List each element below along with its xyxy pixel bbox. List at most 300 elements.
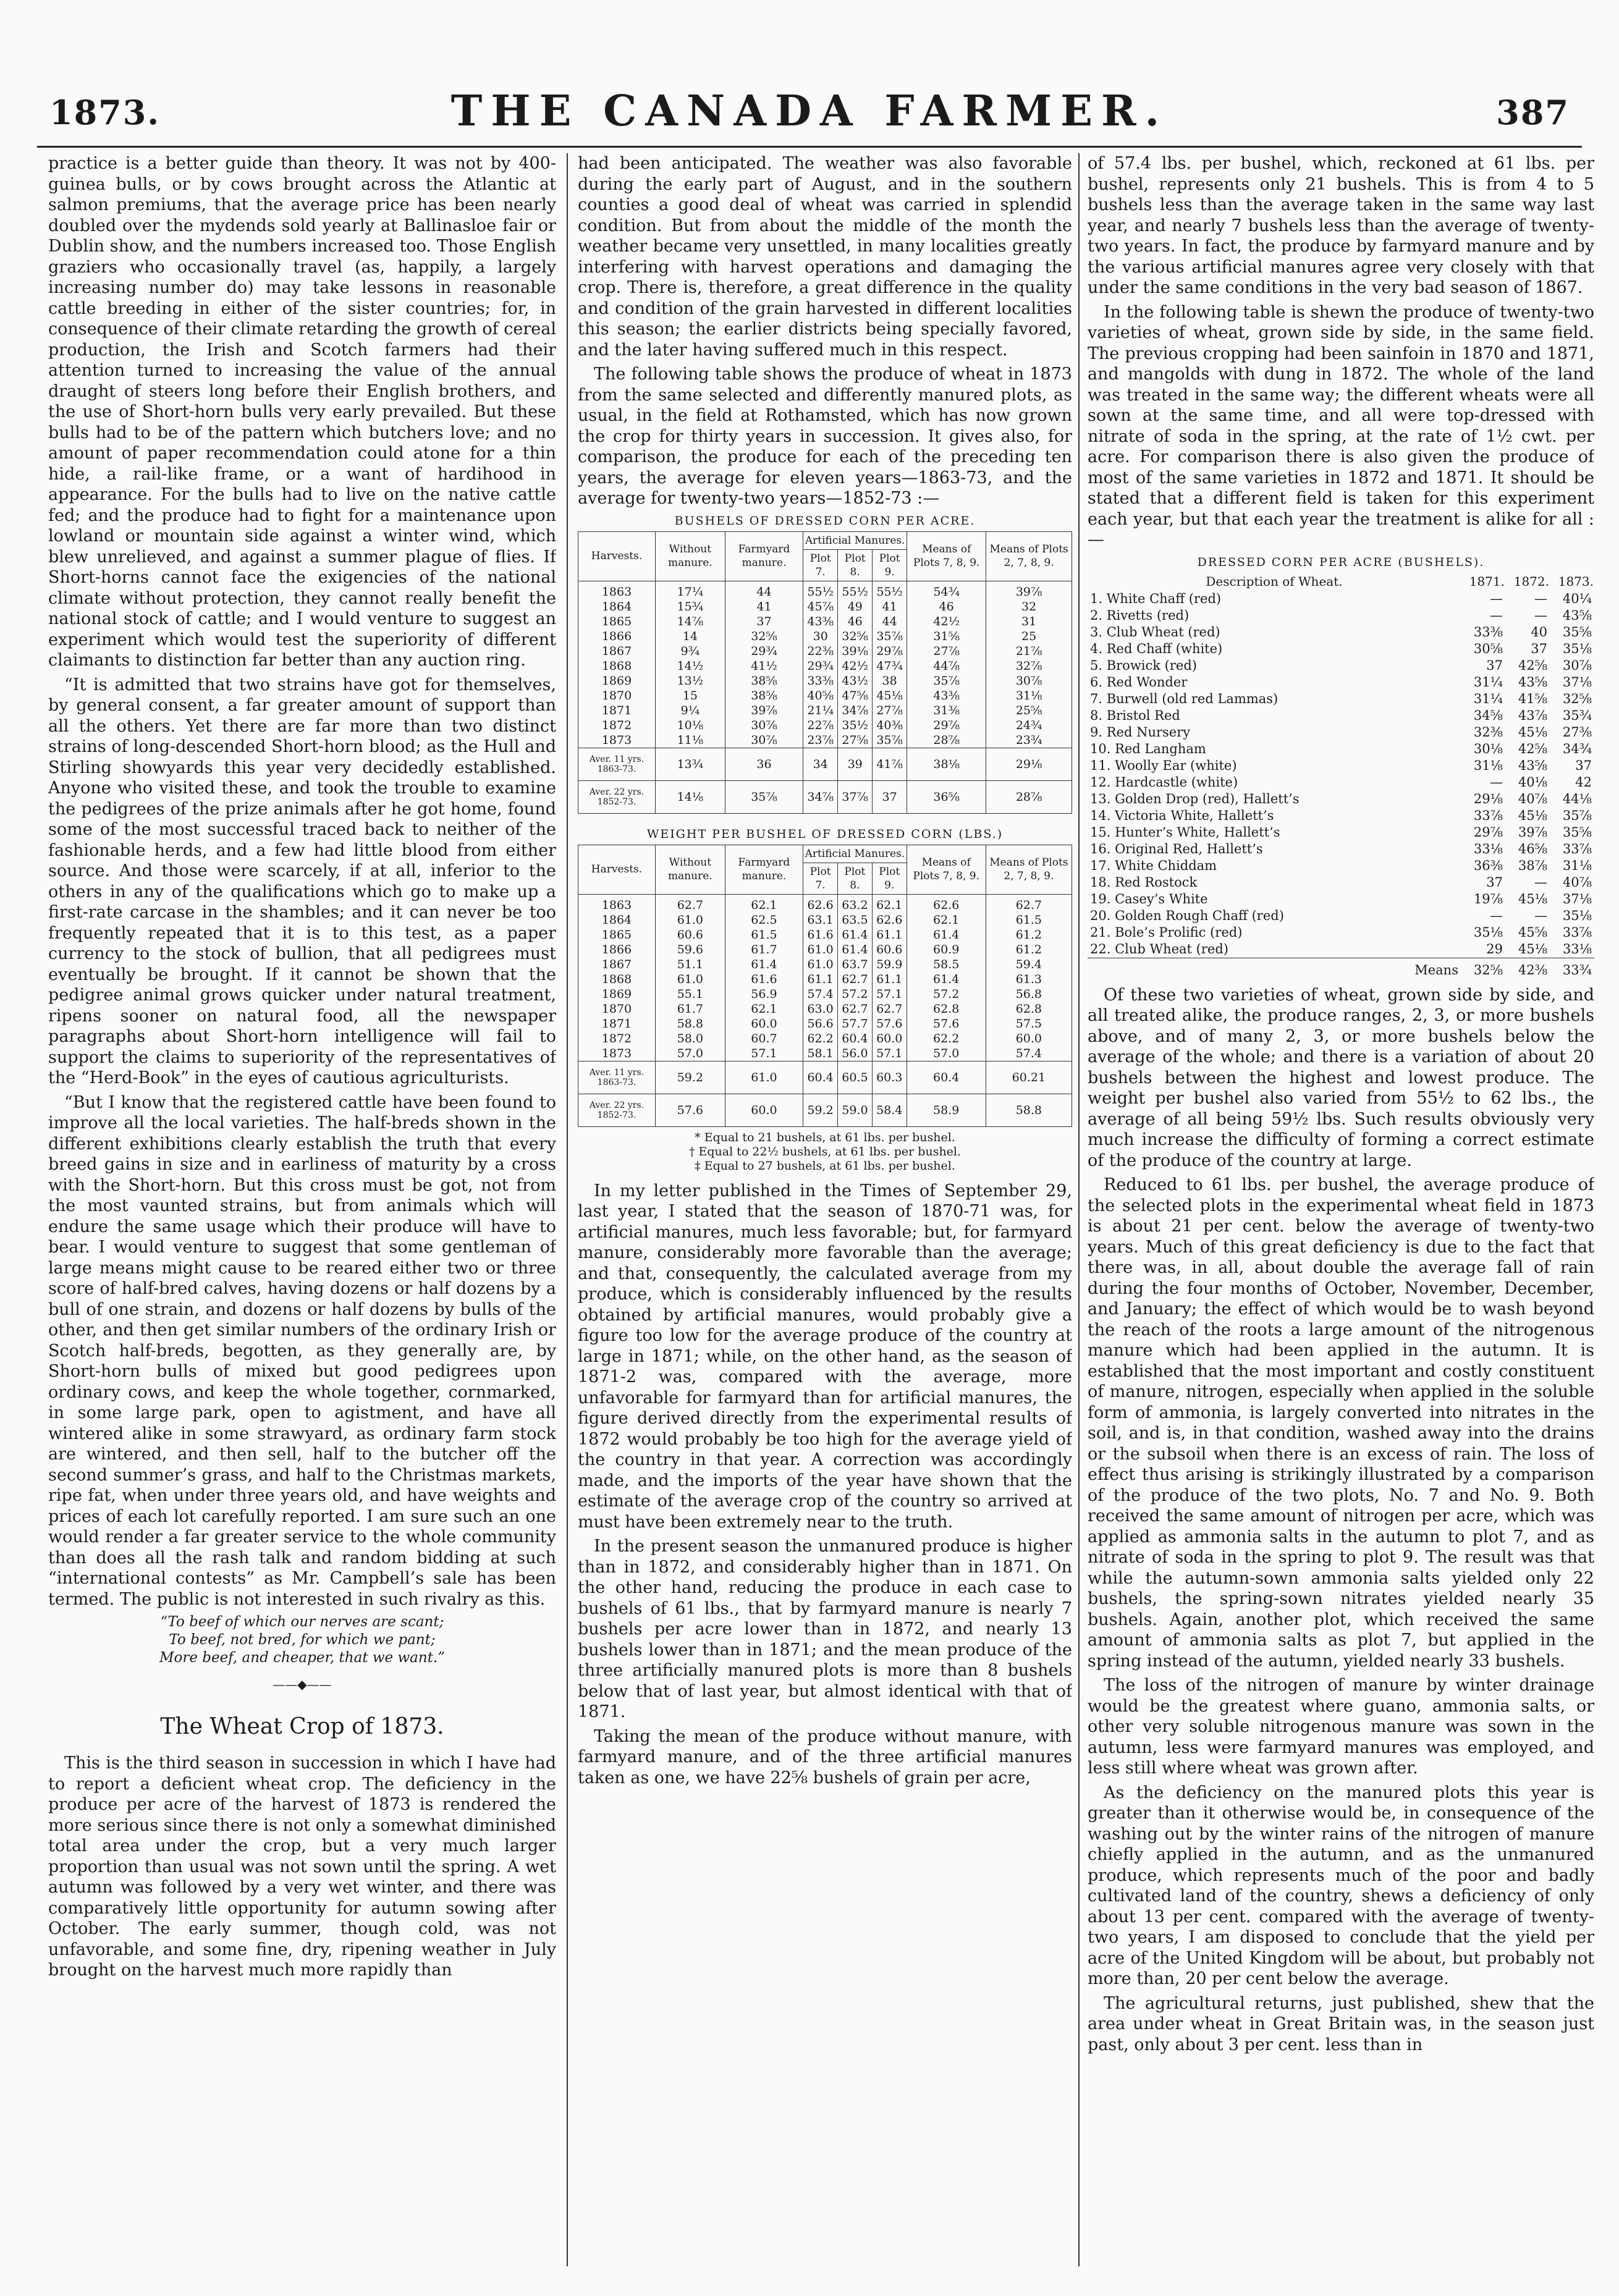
- table-cell: 29¾: [725, 644, 803, 659]
- table-cell: 36: [725, 748, 803, 780]
- table-cell: 22⅜: [803, 644, 838, 659]
- table-cell: 44: [873, 614, 907, 629]
- variety-name: 16. Original Red, Hallett’s: [1090, 841, 1263, 856]
- table-cell: 39⅞: [986, 581, 1072, 599]
- row-label: Aver. 22 yrs. 1852-73.: [578, 1094, 656, 1126]
- variety-row: [1088, 641, 1594, 657]
- table-caption: WEIGHT PER BUSHEL OF DRESSED CORN (LBS.): [646, 827, 1004, 841]
- row-year: 1873: [578, 1046, 656, 1061]
- table-cell: —: [1490, 908, 1503, 923]
- table-cell: 42: [1575, 774, 1592, 790]
- row-year: 1866: [578, 942, 656, 957]
- table-cell: 40¼: [1562, 591, 1592, 606]
- table-cell: 61.4: [725, 957, 803, 972]
- table-cell: 58.8: [986, 1094, 1072, 1126]
- col-head: 1873.: [1558, 573, 1594, 589]
- table-cell: 57.0: [907, 1046, 986, 1061]
- table-cell: 43⅜: [907, 688, 986, 703]
- table-cell: 60.0: [986, 1031, 1072, 1046]
- table-cell: 35⅝: [1562, 824, 1592, 840]
- table-cell: 40⅝: [803, 688, 838, 703]
- paragraph: In the following table is shewn the produce of twenty-two varieties of wheat, grown side by side, in the same field. The previous cropping had been sainfoin in 1870 and 1871, and mangolds with dung in 1872. The whole of the land was treated in the same way; the different wheats were all sown at the same time, and all were top-dressed with nitrate of soda in the spring, at the rate of 1½ cwt. per acre. For comparison there is also given the produce of most of the same varieties in 1872 and 1871. It should be stated that a different field is taken for this experiment each year, but that each year the treatment is alike for all :—: [1088, 302, 1594, 549]
- table-cell: 43⅜: [803, 614, 838, 629]
- table-cell: 59.9: [872, 957, 907, 972]
- row-year: 1871: [578, 1016, 656, 1031]
- table-cell: 29⅞: [1473, 824, 1503, 840]
- table-row: [578, 644, 1072, 659]
- col-head: Plot 7.: [803, 863, 838, 894]
- col-head: Plot 8.: [838, 549, 873, 581]
- table-cell: 63.5: [837, 913, 872, 927]
- paragraph: “It is admitted that two strains have got for themselves, by general consent, a far greater amount of support than all the others. Yet there are far more than two distinct strains of long-descended Short-horn blood; as the Hull and Stirling showyards this year very decidedly established. Anyone who visited these, and took the trouble to examine the pedigrees of the prize animals after he got home, found some of the most successful traced back to neither of the fashionable herds, and a few had little blood from either source. And those were scarcely, if at all, inferior to the others in any of the qualifications which go to make up a first-rate carcase in the shambles; and it can never be too frequently repeated that it is to this test, as a paper currency to the stock of bullion, that all pedigrees must eventually be brought. If it cannot be shown that the pedigree animal grows quicker under natural treatment, ripens sooner on natural food, all the newspaper paragraphs about Short-horn intelligence will fail to support the claims to superiority of the representatives of the “Herd-Book” in the eyes of cautious agriculturists.: [48, 675, 556, 1087]
- variety-name: 18. Red Rostock: [1090, 874, 1198, 890]
- col-head: Plot 9.: [873, 549, 907, 581]
- col-head: Artificial Manures.: [803, 531, 907, 549]
- table-cell: 60.4: [803, 1061, 838, 1094]
- table-row: [578, 688, 1072, 703]
- col-head: Harvests.: [578, 845, 656, 894]
- variety-name: 11. Woolly Ear (white): [1090, 758, 1237, 773]
- table-cell: 32⅝: [725, 629, 803, 644]
- table-cell: 60.3: [872, 1061, 907, 1094]
- table-cell: 56.6: [803, 1016, 838, 1031]
- row-year: 1872: [578, 1031, 656, 1046]
- average-row: [578, 1061, 1072, 1094]
- verse-line: “To beef of which our nerves are scant;: [160, 1614, 444, 1630]
- table-cell: 63.7: [837, 957, 872, 972]
- average-row: [578, 748, 1072, 780]
- verse-quote: [48, 1613, 556, 1667]
- table-cell: 61.0: [725, 1061, 803, 1094]
- table-row: [578, 614, 1072, 629]
- table-cell: 14⅞: [656, 614, 725, 629]
- table-cell: 61.0: [655, 972, 725, 987]
- table-cell: 31⅝: [907, 629, 986, 644]
- table-cell: 27⅞: [873, 703, 907, 718]
- table-cell: 44: [725, 581, 803, 599]
- table-cell: 31¼: [1473, 674, 1503, 690]
- row-year: 1873: [578, 733, 656, 748]
- row-year: 1863: [578, 581, 656, 599]
- table-cell: 43⅞: [1518, 707, 1547, 723]
- table-cell: 35⅛: [1562, 908, 1592, 923]
- table-cell: 62.5: [725, 913, 803, 927]
- table-cell: 38: [873, 673, 907, 688]
- table-cell: 33⅛: [1562, 941, 1592, 956]
- table-cell: 59.2: [803, 1094, 838, 1126]
- table-cell: 11⅛: [656, 733, 725, 748]
- table-row: [578, 957, 1072, 972]
- table-row: [578, 987, 1072, 1002]
- table-cell: 35⅞: [907, 673, 986, 688]
- table-cell: 58.0: [655, 1031, 725, 1046]
- table-cell: 37: [1531, 641, 1547, 656]
- table-cell: 9¾: [656, 644, 725, 659]
- table-row: [578, 1031, 1072, 1046]
- table-cell: 61.7: [725, 942, 803, 957]
- table-cell: 45⅛: [873, 688, 907, 703]
- row-label: Aver. 22 yrs. 1852-73.: [578, 780, 656, 813]
- table-cell: 35⅝: [1562, 624, 1592, 639]
- table-cell: 37: [1575, 758, 1592, 773]
- table-cell: 62.1: [725, 894, 803, 913]
- table-cell: 39⅞: [1518, 824, 1547, 840]
- table-cell: 61.3: [986, 972, 1072, 987]
- column-1: [48, 153, 556, 2266]
- table-cell: 33⅞: [1562, 841, 1592, 856]
- table-cell: 41½: [725, 659, 803, 673]
- table-cell: 62.7: [986, 894, 1072, 913]
- col-head: Description of Wheat.: [1206, 573, 1343, 589]
- col-head: Harvests.: [578, 531, 656, 581]
- ornament-divider: ——◆——: [273, 1677, 332, 1692]
- table-cell: 44⅛: [1562, 791, 1592, 806]
- table-cell: 57.6: [907, 1016, 986, 1031]
- paragraph: practice is a better guide than theory. It was not by 400-guinea bulls, or by cows brought across the Atlantic at salmon premiums, that the average price has been nearly doubled over the mydends sold yearly at Ballinasloe fair or Dublin show, and the numbers increased too. Those English graziers who occasionally travel (as, happily, a largely increasing number do) may take lessons in reasonable cattle breeding in either of the sister countries; for, in consequence of their climate retarding the growth of cereal production, the Irish and Scotch farmers had their attention turned to increasing the value of the annual draught of steers long before their English brothers, and the use of Short-horn bulls very early prevailed. But these bulls had to be of the pattern which butchers love; and no amount of paper recommendation could atone for a thin hide, a rail-like frame, or a want of hardihood in appearance. For the bulls had to live on the native cattle fed; and the produce had to fight for a maintenance upon lowland or mountain side against a winter wind, which blew unrelieved, and against a summer plague of flies. If Short-horns cannot face the exigencies of the national climate without protection, they cannot really benefit the national stock of cattle; and I would venture to suggest an experiment which would test the superiority of different claimants to distinction far better than any auction ring.: [48, 154, 556, 670]
- table-cell: 62.8: [907, 1002, 986, 1016]
- table-cell: 42½: [907, 614, 986, 629]
- table-cell: 40⅞: [1518, 791, 1547, 806]
- table-cell: 33⅞: [1473, 808, 1503, 823]
- table-cell: 58.4: [872, 1094, 907, 1126]
- row-year: 1869: [578, 673, 656, 688]
- table-cell: 32⅞: [986, 659, 1072, 673]
- variety-row: [1088, 724, 1594, 741]
- table-cell: —: [1490, 607, 1503, 623]
- table-cell: 19⅞: [1473, 891, 1503, 906]
- table-cell: 23⅞: [803, 733, 838, 748]
- table-cell: 38⅞: [1518, 858, 1547, 873]
- table-cell: 32⅝: [1562, 691, 1592, 706]
- table-cell: 63.2: [837, 894, 872, 913]
- paragraph: had been anticipated. The weather was also favorable during the early part of August, and in the southern counties a good deal of wheat was carried in splendid condition. But from about the middle of the month the weather became very unsettled, in many localities greatly interfering with harvest operations and damaging the crop. There is, therefore, a great difference in the quality and condition of the grain harvested in different localities this season; the earlier districts being specially favored, and the later having suffered much in this respect.: [578, 154, 1072, 360]
- table-cell: 29¾: [803, 659, 838, 673]
- variety-name: 6. Red Wonder: [1090, 674, 1188, 690]
- row-label: Means: [1088, 958, 1461, 979]
- table-cell: 61.4: [837, 942, 872, 957]
- table-cell: 59.0: [837, 1094, 872, 1126]
- col-head: 1872.: [1513, 573, 1549, 589]
- table-cell: 30: [803, 629, 838, 644]
- table-cell: 60.7: [725, 1031, 803, 1046]
- variety-name: 19. Casey’s White: [1090, 891, 1208, 906]
- table-cell: 58.1: [803, 1046, 838, 1061]
- table-cell: 60.4: [907, 1061, 986, 1094]
- row-year: 1865: [578, 927, 656, 942]
- table-cell: 43⅝: [1518, 758, 1547, 773]
- table-cell: 60.9: [907, 942, 986, 957]
- col-head: Plot 8.: [837, 863, 872, 894]
- variety-name: 20. Golden Rough Chaff (red): [1090, 908, 1284, 923]
- table-cell: 33⅜: [1473, 624, 1503, 639]
- table-cell: 61.6: [725, 972, 803, 987]
- column-divider: [1078, 153, 1080, 2266]
- table-cell: 61.7: [655, 1002, 725, 1016]
- table-cell: 58.9: [907, 1094, 986, 1126]
- table-cell: 33⅞: [1562, 924, 1592, 940]
- table-cell: 60.21: [986, 1061, 1072, 1094]
- table-cell: 57.2: [907, 987, 986, 1002]
- table-cell: 60.6: [655, 927, 725, 942]
- table-row: [578, 718, 1072, 733]
- table-cell: 57.1: [872, 987, 907, 1002]
- table-cell: 13½: [656, 673, 725, 688]
- variety-row: [1088, 657, 1594, 674]
- table-cell: 37⅛: [1562, 674, 1592, 690]
- row-year: 1863: [578, 894, 656, 913]
- table-cell: 31⅛: [986, 688, 1072, 703]
- paragraph: Of these two varieties of wheat, grown side by side, and all treated alike, the produce ranges, 2, 3, or more bushels above, and of many 2, 3, or more bushels below the average of the whole; and there is a variation of about 20 bushels between the highest and lowest produce. The weight per bushel also varied from 55½ to 62 lbs., the average of all being 59½ lbs. Such results obviously very much increase the difficulty of forming a correct estimate of the produce of the country at large.: [1088, 985, 1594, 1170]
- row-label: Aver. 11 yrs. 1863-73.: [578, 1061, 656, 1094]
- table-row: [578, 703, 1072, 718]
- table-cell: 33⅜: [803, 673, 838, 688]
- table-cell: 38⅛: [907, 748, 986, 780]
- table-cell: 10⅛: [656, 718, 725, 733]
- variety-name: 8. Bristol Red: [1090, 707, 1180, 723]
- table-cell: 43½: [838, 673, 873, 688]
- table-cell: —: [1490, 774, 1503, 790]
- footnote: * Equal to 21 bushels, at 61 lbs. per bushel.: [695, 1130, 955, 1144]
- page-number: 387: [1496, 93, 1570, 132]
- table-row: [578, 733, 1072, 748]
- variety-row: [1088, 891, 1594, 908]
- table-cell: 37: [725, 614, 803, 629]
- table-cell: 30⅞: [1562, 657, 1592, 673]
- table-cell: 62.7: [655, 894, 725, 913]
- col-head: 1871.: [1469, 573, 1505, 589]
- variety-row: [1088, 908, 1594, 924]
- table-cell: 45⅛: [1518, 891, 1547, 906]
- table-caption: DRESSED CORN PER ACRE (BUSHELS).: [1197, 555, 1485, 569]
- table-cell: 31⅛: [1473, 758, 1503, 773]
- table-cell: 31¼: [1473, 691, 1503, 706]
- table-cell: 60.0: [872, 1031, 907, 1046]
- variety-name: 14. Victoria White, Hallett’s: [1090, 808, 1274, 823]
- table-cell: 21⅞: [986, 644, 1072, 659]
- table-cell: 61.5: [986, 913, 1072, 927]
- row-year: 1871: [578, 703, 656, 718]
- table-row: [578, 1016, 1072, 1031]
- variety-name: 22. Club Wheat (red): [1090, 941, 1228, 956]
- row-year: 1869: [578, 987, 656, 1002]
- table-cell: 55.1: [655, 987, 725, 1002]
- table-cell: 51.1: [655, 957, 725, 972]
- variety-row: [1088, 841, 1594, 858]
- table-cell: 59.4: [986, 957, 1072, 972]
- table-row: [578, 1002, 1072, 1016]
- table-cell: 14½: [656, 659, 725, 673]
- table-cell: 29⅛: [986, 748, 1072, 780]
- table-cell: 60.4: [837, 1031, 872, 1046]
- table-cell: 31⅛: [1562, 858, 1592, 873]
- table-cell: 57.4: [803, 987, 838, 1002]
- table-cell: 62.1: [725, 1002, 803, 1016]
- table-cell: 46: [907, 599, 986, 614]
- paragraph: “But I know that the registered cattle have been found to improve all the local varieties. The half-breds shown in the different exhibitions clearly establish the truth that every breed gains in size and in earliness of maturity by a cross with the Short-horn. But this cross must be got, not from the most vaunted strains, but from animals which will endure the same usage which their produce will have to bear. I would venture to suggest that some gentleman of large means might cause to be reared either two or three score of half-bred calves, having dozens or half dozens by a bull of one strain, and dozens or half dozens by bulls of the other, and then get similar numbers of the ordinary Irish or Scotch half-breds, begotten, as they generally are, by Short-horn bulls of mixed but good pedigrees upon ordinary cows, and keep the whole together, cornmarked, in some large park, open to agistment, and have all wintered alike in some strawyard, as ordinary farm stock are wintered, and then sell, half to the butcher off the second summer’s grass, and half to the Christmas markets, ripe fat, when under three years old, and have weights and prices of each lot carefully reported. I am sure such an one would render a far greater service to the whole community than does all the rash talk and random bidding at such “international contests” as Mr. Campbell’s sale has been termed. The public is not interested in such rivalry as this.: [48, 1092, 556, 1609]
- table-cell: 39⅞: [725, 703, 803, 718]
- table-row: [578, 913, 1072, 927]
- variety-row: [1088, 808, 1594, 824]
- table-cell: 34⅞: [803, 780, 838, 813]
- table-cell: 41⅞: [873, 748, 907, 780]
- table-cell: 43⅝: [1562, 607, 1592, 623]
- table-cell: 59.2: [655, 1061, 725, 1094]
- paragraph: In my letter published in the Times of September 29, last year, I stated that the season of 1870-71 was, for artificial manures, much less favorable; but, for farmyard manure, considerably more favorable than the average; and that, consequently, the calculated average from my produce, which is considerably influenced by the results obtained by artificial manures, would probably give a figure too low for the average produce of the country at large in 1871; while, on the other hand, as the season of 1871-2 was, compared with the average, more unfavorable for farmyard than for artificial manures, the figure derived directly from the experimental results of 1872 would probably be too high for the average yield of the country in that year. A correction was accordingly made, and the imports of the year have shown that the estimate of the average crop of the country so arrived at must have been extremely near to the truth.: [578, 1181, 1072, 1532]
- table-cell: 61.4: [907, 972, 986, 987]
- table-row: [578, 942, 1072, 957]
- table-cell: 42⅝: [1518, 741, 1547, 756]
- average-row: [578, 780, 1072, 813]
- table-cell: 62.6: [803, 894, 838, 913]
- table-cell: 63.0: [803, 1002, 838, 1016]
- table-cell: 57.1: [725, 1046, 803, 1061]
- table-row: [578, 972, 1072, 987]
- variety-name: 9. Red Nursery: [1090, 724, 1191, 740]
- paragraph: As the deficiency on the manured plots this year is greater than it otherwise would be, in consequence of the washing out by the winter rains of the nitrogen of manure chiefly applied in the autumn, and as the unmanured produce, which represents much of the poor and badly cultivated land of the country, shews a deficiency of only about 13 per cent. compared with the average of twenty-two years, I am disposed to conclude that the yield per acre of the United Kingdom will be about, but probably not more than, 20 per cent below the average.: [1088, 1783, 1594, 1988]
- table-cell: 28⅞: [986, 780, 1072, 813]
- paragraph: The agricultural returns, just published, shew that the area under wheat in Great Britain was, in the season just past, only about 3 per cent. less than in: [1088, 1993, 1594, 2054]
- variety-row: [1088, 924, 1594, 941]
- table-row: [578, 629, 1072, 644]
- row-year: 1870: [578, 688, 656, 703]
- table-cell: 30⅞: [986, 673, 1072, 688]
- variety-row: [1088, 774, 1594, 791]
- variety-row: [1088, 791, 1594, 808]
- column-2: [578, 153, 1072, 2266]
- table-cell: 37⅛: [1562, 891, 1592, 906]
- table-cell: 46: [838, 614, 873, 629]
- table-row: [578, 894, 1072, 913]
- masthead-title: THE CANADA FARMER.: [450, 87, 1169, 136]
- average-row: [578, 1094, 1072, 1126]
- variety-row: [1088, 607, 1594, 624]
- header-rule: [37, 146, 1582, 148]
- table-cell: 34¾: [1562, 741, 1592, 756]
- paragraph: of 57.4 lbs. per bushel, which, reckoned at 61 lbs. per bushel, represents only 21 bushels. This is from 4 to 5 bushels less than the average taken in the same way last year, and nearly 7 bushels less than the average of twenty-two years. In fact, the produce by farmyard manure and by the various artificial manures agree very closely with that under the same conditions in the very bad season of 1867.: [1088, 154, 1594, 297]
- varieties-table: [1088, 573, 1594, 979]
- table-cell: 55½: [873, 581, 907, 599]
- column-3: [1088, 153, 1594, 2266]
- table-cell: 28⅞: [907, 733, 986, 748]
- table-cell: —: [1534, 607, 1547, 623]
- bushels-table: [578, 531, 1072, 814]
- table-cell: 61.2: [986, 942, 1072, 957]
- article-heading: The Wheat Crop of 1873.: [160, 1714, 444, 1739]
- variety-name: 15. Hunter’s White, Hallett’s: [1090, 824, 1280, 840]
- table-cell: 27⅝: [838, 733, 873, 748]
- table-cell: 25: [986, 629, 1072, 644]
- table-cell: 37: [1486, 657, 1503, 673]
- paragraph: This is the third season in succession in which I have had to report a deficient wheat crop. The deficiency in the produce per acre of the harvest of 1873 is rendered the more serious since there is not only a somewhat diminished total area under the crop, but a very much larger proportion than usual was not sown until the spring. A wet autumn was followed by a very wet winter, and there was comparatively little opportunity for autumn sowing after October. The early summer, though cold, was not unfavorable, and some fine, dry, ripening weather in July brought on the harvest much more rapidly than: [48, 1754, 556, 1980]
- table-cell: 37: [873, 780, 907, 813]
- table-cell: 59.6: [655, 942, 725, 957]
- table-cell: 15¾: [656, 599, 725, 614]
- col-head: Means of Plots 7, 8, 9.: [907, 845, 986, 894]
- table-cell: 35⅛: [1562, 641, 1592, 656]
- table-cell: 32⅝: [838, 629, 873, 644]
- table-cell: 61.5: [725, 927, 803, 942]
- table-cell: 62.8: [986, 1002, 1072, 1016]
- variety-row: [1088, 758, 1594, 774]
- table-cell: 56.9: [725, 987, 803, 1002]
- table-cell: 36⅝: [907, 780, 986, 813]
- table-cell: 61.0: [803, 957, 838, 972]
- variety-name: 13. Golden Drop (red), Hallett’s: [1090, 791, 1300, 806]
- table-cell: 62.2: [803, 1031, 838, 1046]
- footnote: ‡ Equal to 27 bushels, at 61 lbs. per bushel.: [695, 1159, 955, 1173]
- table-cell: 46⅝: [1518, 841, 1547, 856]
- table-cell: 36⅜: [1473, 858, 1503, 873]
- table-cell: 45⅞: [803, 599, 838, 614]
- table-cell: 62.7: [837, 972, 872, 987]
- paragraph: The following table shows the produce of wheat in 1873 from the same selected and differently manured plots, as usual, in the field at Rothamsted, which has now grown the crop for thirty years in succession. It gives also, for comparison, the produce for each of the preceding ten years, the average for eleven years—1863-73, and the average for twenty-two years—1852-73 :—: [578, 365, 1072, 508]
- variety-name: 12. Hardcastle (white): [1090, 774, 1238, 790]
- table-row: [578, 659, 1072, 673]
- variety-name: 2. Rivetts (red): [1090, 607, 1190, 623]
- col-head: Without manure.: [655, 845, 725, 894]
- variety-row: [1088, 691, 1594, 707]
- table-cell: 42⅜: [1505, 958, 1550, 979]
- table-cell: 60.0: [725, 1094, 803, 1126]
- table-row: [578, 673, 1072, 688]
- table-cell: 45⅛: [1518, 808, 1547, 823]
- variety-name: 1. White Chaff (red): [1090, 591, 1222, 606]
- table-cell: 40⅛: [1518, 774, 1547, 790]
- paragraph: Reduced to 61 lbs. per bushel, the average produce of the selected plots in the experimental wheat field in 1873 is about 21 per cent. below the average of twenty-two years. Much of this great deficiency is due to the fact that there was, in all, about double the average fall of rain during the four months of October, November, December, and January; the effect of which would be to wash beyond the reach of the roots a large amount of the nitrogenous manure which had been applied in the autumn. It is established that the most important and costly constituent of manure, nitrogen, especially when applied in the soluble form of ammonia, is largely converted into nitrates in the soil, and is, in that condition, washed away into the drains or the subsoil when there is an excess of rain. The loss of effect thus arising is strikingly illustrated by a comparison of the produce of the two plots, No. 7 and No. 9. Both received the same amount of nitrogen per acre, which was applied as ammonia salts in the autumn to plot 7, and as nitrate of soda in the spring to plot 9. The result was that while the autumn-sown ammonia salts yielded only 22 bushels, the spring-sown nitrates yielded nearly 35 bushels. Again, another plot, which received the same amount of ammonia salts as plot 7, but applied in the spring instead of the autumn, yielded nearly 33 bushels.: [1088, 1175, 1594, 1671]
- column-divider: [567, 153, 568, 2266]
- table-cell: 55½: [803, 581, 838, 599]
- table-cell: 45⅝: [1518, 924, 1547, 940]
- table-cell: 9¼: [656, 703, 725, 718]
- table-cell: 62.2: [907, 1031, 986, 1046]
- footnote: † Equal to 22½ bushels, at 61 lbs. per bushel.: [688, 1144, 962, 1159]
- table-cell: 29: [1486, 941, 1503, 956]
- paragraph: Taking the mean of the produce without manure, with farmyard manure, and of the three artificial manures taken as one, we have 22⅝ bushels of grain per acre,: [578, 1726, 1072, 1787]
- table-row: [578, 927, 1072, 942]
- page-header: [37, 87, 1582, 142]
- row-year: 1864: [578, 913, 656, 927]
- variety-row: [1088, 858, 1594, 874]
- verse-line: To beef, not bred, for which we pant;: [169, 1632, 436, 1648]
- variety-row: [1088, 674, 1594, 691]
- paragraph: The loss of the nitrogen of manure by winter drainage would be the greatest where guano, ammonia salts, or other very soluble nitrogenous manure was sown in the autumn, less were farmyard manures was employed, and less still where wheat was grown after.: [1088, 1676, 1594, 1778]
- table-cell: 57.6: [655, 1094, 725, 1126]
- table-cell: 14: [656, 629, 725, 644]
- table-cell: —: [1534, 908, 1547, 923]
- table-cell: 62.7: [872, 1002, 907, 1016]
- table-cell: 37⅞: [838, 780, 873, 813]
- table-cell: 35⅞: [873, 629, 907, 644]
- table-cell: 56.8: [986, 987, 1072, 1002]
- table-cell: 32⅜: [1473, 724, 1503, 740]
- table-cell: 30⅝: [1473, 641, 1503, 656]
- table-cell: 61.1: [803, 972, 838, 987]
- row-year: 1867: [578, 957, 656, 972]
- table-cell: 35⅞: [1562, 808, 1592, 823]
- table-cell: 31⅜: [907, 703, 986, 718]
- table-cell: 30⅞: [725, 733, 803, 748]
- table-cell: 62.6: [907, 894, 986, 913]
- table-cell: —: [1490, 591, 1503, 606]
- table-cell: 39: [838, 748, 873, 780]
- table-cell: 62.1: [872, 894, 907, 913]
- variety-name: 4. Red Chaff (white): [1090, 641, 1223, 656]
- table-cell: 34⅝: [1473, 707, 1503, 723]
- table-cell: 40: [1531, 624, 1547, 639]
- table-cell: 39⅛: [838, 644, 873, 659]
- table-cell: 29⅛: [1473, 791, 1503, 806]
- table-cell: 58.8: [655, 1016, 725, 1031]
